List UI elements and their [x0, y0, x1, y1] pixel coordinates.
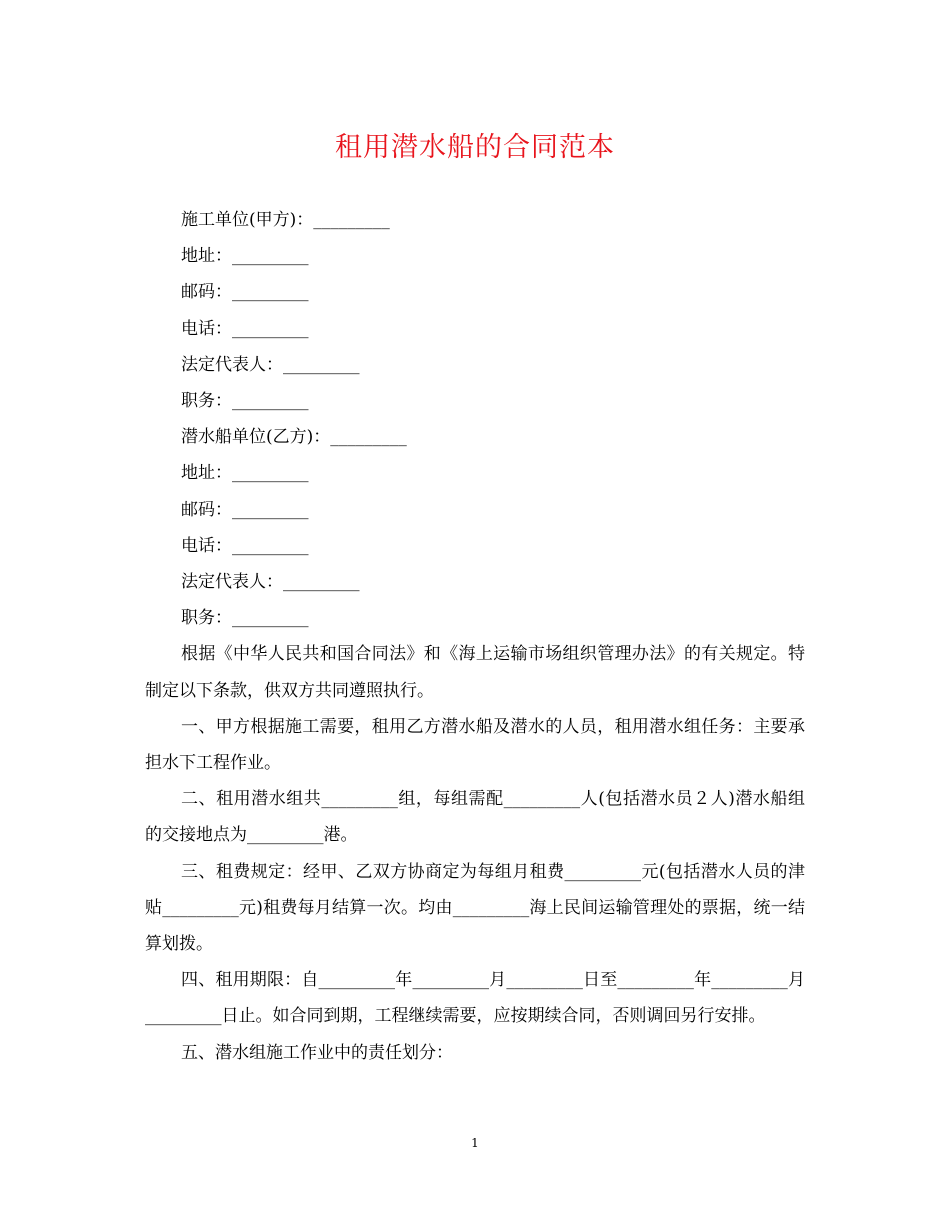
party-b-postcode-line: 邮码：_________ — [181, 499, 309, 520]
party-a-representative-line: 法定代表人：_________ — [181, 354, 360, 375]
party-a-phone-line: 电话：_________ — [181, 318, 309, 339]
party-a-position-line: 职务：_________ — [181, 391, 309, 412]
party-a-address-line: 地址：_________ — [181, 246, 309, 267]
page-number: 1 — [471, 1136, 479, 1150]
document-title: 租用潜水船的合同范本 — [335, 132, 615, 163]
party-b-phone-line: 电话：_________ — [181, 535, 309, 556]
document-body — [145, 202, 805, 1071]
party-b-address-line: 地址：_________ — [181, 463, 309, 484]
party-b-representative-line: 法定代表人：_________ — [181, 572, 360, 593]
clause-1-paragraph: 一、甲方根据施工需要，租用乙方潜水船及潜水的人员，租用潜水组任务：主要承担水下工程作业。 — [145, 716, 805, 774]
clause-2-paragraph: 二、租用潜水组共_________组，每组需配_________人(包括潜水员２人)潜水船组的交接地点为_________港。 — [145, 789, 805, 846]
party-a-unit-line: 施工单位(甲方)：_________ — [181, 210, 390, 230]
clause-5-heading: 五、潜水组施工作业中的责任划分： — [181, 1042, 453, 1063]
party-b-unit-line: 潜水船单位(乙方)：_________ — [181, 427, 407, 448]
party-a-postcode-line: 邮码：_________ — [181, 282, 309, 303]
preamble-paragraph: 根据《中华人民共和国合同法》和《海上运输市场组织管理办法》的有关规定。特制定以下条款，供双方共同遵照执行。 — [145, 644, 805, 701]
clause-4-paragraph: 四、租用期限：自_________年_________月_________日至_________年_________月_________日止。如合同到期，工程继续需要，应按期续合同，否则调回另行安排。 — [145, 970, 805, 1027]
party-b-position-line: 职务：_________ — [181, 608, 309, 629]
clause-3-paragraph: 三、租费规定：经甲、乙双方协商定为每组月租费_________元(包括潜水人员的津贴_________元)租费每月结算一次。均由_________海上民间运输管理处的票据，统一结算划拨。 — [145, 861, 805, 955]
